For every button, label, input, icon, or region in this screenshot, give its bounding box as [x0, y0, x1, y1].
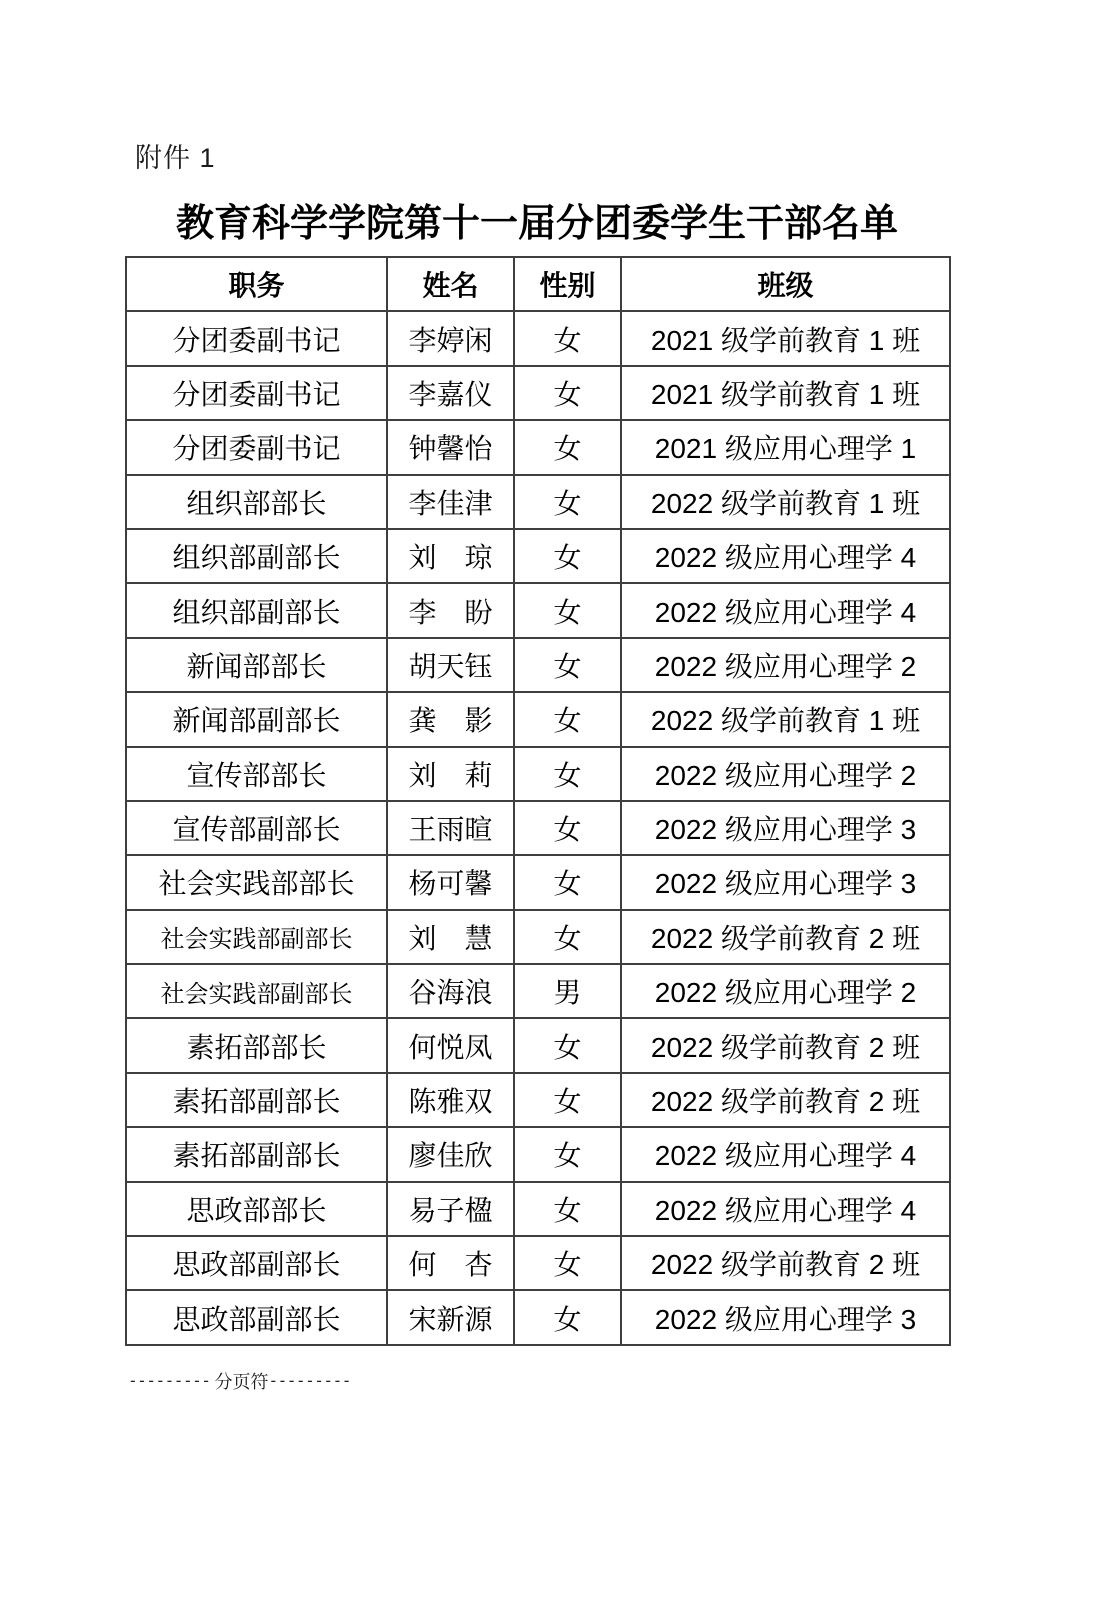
- gender-cell: 女: [514, 475, 621, 529]
- table-row: [126, 1127, 950, 1181]
- table-row: [126, 1073, 950, 1127]
- position-cell: 思政部副部长: [126, 1290, 387, 1344]
- gender-cell: 女: [514, 692, 621, 746]
- class-cell: 2022 级应用心理学 2: [621, 747, 950, 801]
- roster-table-body: [126, 311, 950, 1344]
- position-cell: 新闻部部长: [126, 638, 387, 692]
- class-cell: 2021 级学前教育 1 班: [621, 311, 950, 365]
- name-cell: 何 杏: [387, 1236, 514, 1290]
- header-gender: 性别: [514, 257, 621, 311]
- class-cell: 2021 级学前教育 1 班: [621, 366, 950, 420]
- position-cell: 组织部部长: [126, 475, 387, 529]
- gender-cell: 女: [514, 583, 621, 637]
- gender-cell: 女: [514, 529, 621, 583]
- name-cell: 胡天钰: [387, 638, 514, 692]
- name-cell: 谷海浪: [387, 964, 514, 1018]
- name-cell: 王雨暄: [387, 801, 514, 855]
- attachment-label: 附件 1: [135, 143, 216, 173]
- class-cell: 2022 级学前教育 2 班: [621, 910, 950, 964]
- page-title: 教育科学学院第十一届分团委学生干部名单: [175, 203, 898, 245]
- class-cell: 2022 级学前教育 2 班: [621, 1018, 950, 1072]
- position-cell: 素拓部副部长: [126, 1073, 387, 1127]
- name-cell: 宋新源: [387, 1290, 514, 1344]
- table-row: [126, 964, 950, 1018]
- roster-table: [125, 256, 951, 1346]
- table-row: [126, 529, 950, 583]
- gender-cell: 女: [514, 1127, 621, 1181]
- class-cell: 2022 级应用心理学 2: [621, 638, 950, 692]
- table-row: [126, 1290, 950, 1344]
- table-row: [126, 638, 950, 692]
- class-cell: 2022 级学前教育 2 班: [621, 1073, 950, 1127]
- gender-cell: 女: [514, 638, 621, 692]
- class-cell: 2022 级应用心理学 2: [621, 964, 950, 1018]
- position-cell: 组织部副部长: [126, 529, 387, 583]
- position-cell: 社会实践部副部长: [126, 964, 387, 1018]
- gender-cell: 女: [514, 311, 621, 365]
- page-break-marker: [130, 1368, 353, 1394]
- class-cell: 2021 级应用心理学 1: [621, 420, 950, 474]
- class-cell: 2022 级应用心理学 4: [621, 1182, 950, 1236]
- class-cell: 2022 级学前教育 1 班: [621, 692, 950, 746]
- class-cell: 2022 级应用心理学 4: [621, 583, 950, 637]
- gender-cell: 女: [514, 420, 621, 474]
- position-cell: 社会实践部副部长: [126, 910, 387, 964]
- name-cell: 易子楹: [387, 1182, 514, 1236]
- class-cell: 2022 级应用心理学 4: [621, 1127, 950, 1181]
- table-row: [126, 1182, 950, 1236]
- gender-cell: 女: [514, 366, 621, 420]
- position-cell: 素拓部部长: [126, 1018, 387, 1072]
- table-row: [126, 692, 950, 746]
- position-cell: 素拓部副部长: [126, 1127, 387, 1181]
- table-row: [126, 311, 950, 365]
- gender-cell: 女: [514, 855, 621, 909]
- table-row: [126, 1018, 950, 1072]
- class-cell: 2022 级应用心理学 4: [621, 529, 950, 583]
- name-cell: 李婷闲: [387, 311, 514, 365]
- page-break-dashes-left: ---------: [130, 1371, 213, 1390]
- position-cell: 思政部部长: [126, 1182, 387, 1236]
- gender-cell: 女: [514, 1290, 621, 1344]
- roster-table-header: [126, 257, 950, 311]
- table-row: [126, 910, 950, 964]
- name-cell: 刘 琼: [387, 529, 514, 583]
- gender-cell: 女: [514, 801, 621, 855]
- table-row: [126, 366, 950, 420]
- position-cell: 分团委副书记: [126, 366, 387, 420]
- gender-cell: 女: [514, 1073, 621, 1127]
- name-cell: 李佳津: [387, 475, 514, 529]
- table-row: [126, 583, 950, 637]
- name-cell: 刘 慧: [387, 910, 514, 964]
- class-cell: 2022 级学前教育 1 班: [621, 475, 950, 529]
- position-cell: 分团委副书记: [126, 420, 387, 474]
- name-cell: 李 盼: [387, 583, 514, 637]
- name-cell: 廖佳欣: [387, 1127, 514, 1181]
- header-name: 姓名: [387, 257, 514, 311]
- gender-cell: 女: [514, 1182, 621, 1236]
- name-cell: 钟馨怡: [387, 420, 514, 474]
- position-cell: 组织部副部长: [126, 583, 387, 637]
- name-cell: 杨可馨: [387, 855, 514, 909]
- table-row: [126, 1236, 950, 1290]
- name-cell: 龚 影: [387, 692, 514, 746]
- position-cell: 思政部副部长: [126, 1236, 387, 1290]
- class-cell: 2022 级应用心理学 3: [621, 801, 950, 855]
- header-row: [126, 257, 950, 311]
- table-row: [126, 420, 950, 474]
- header-class: 班级: [621, 257, 950, 311]
- position-cell: 分团委副书记: [126, 311, 387, 365]
- name-cell: 刘 莉: [387, 747, 514, 801]
- page-break-label: 分页符: [214, 1372, 269, 1392]
- page-break-dashes-right: ---------: [270, 1371, 353, 1390]
- position-cell: 宣传部副部长: [126, 801, 387, 855]
- gender-cell: 女: [514, 1018, 621, 1072]
- class-cell: 2022 级学前教育 2 班: [621, 1236, 950, 1290]
- table-row: [126, 855, 950, 909]
- class-cell: 2022 级应用心理学 3: [621, 855, 950, 909]
- position-cell: 新闻部副部长: [126, 692, 387, 746]
- name-cell: 李嘉仪: [387, 366, 514, 420]
- name-cell: 何悦凤: [387, 1018, 514, 1072]
- position-cell: 社会实践部部长: [126, 855, 387, 909]
- table-row: [126, 747, 950, 801]
- position-cell: 宣传部部长: [126, 747, 387, 801]
- class-cell: 2022 级应用心理学 3: [621, 1290, 950, 1344]
- header-position: 职务: [126, 257, 387, 311]
- table-row: [126, 475, 950, 529]
- gender-cell: 女: [514, 747, 621, 801]
- table-row: [126, 801, 950, 855]
- gender-cell: 男: [514, 964, 621, 1018]
- name-cell: 陈雅双: [387, 1073, 514, 1127]
- gender-cell: 女: [514, 1236, 621, 1290]
- gender-cell: 女: [514, 910, 621, 964]
